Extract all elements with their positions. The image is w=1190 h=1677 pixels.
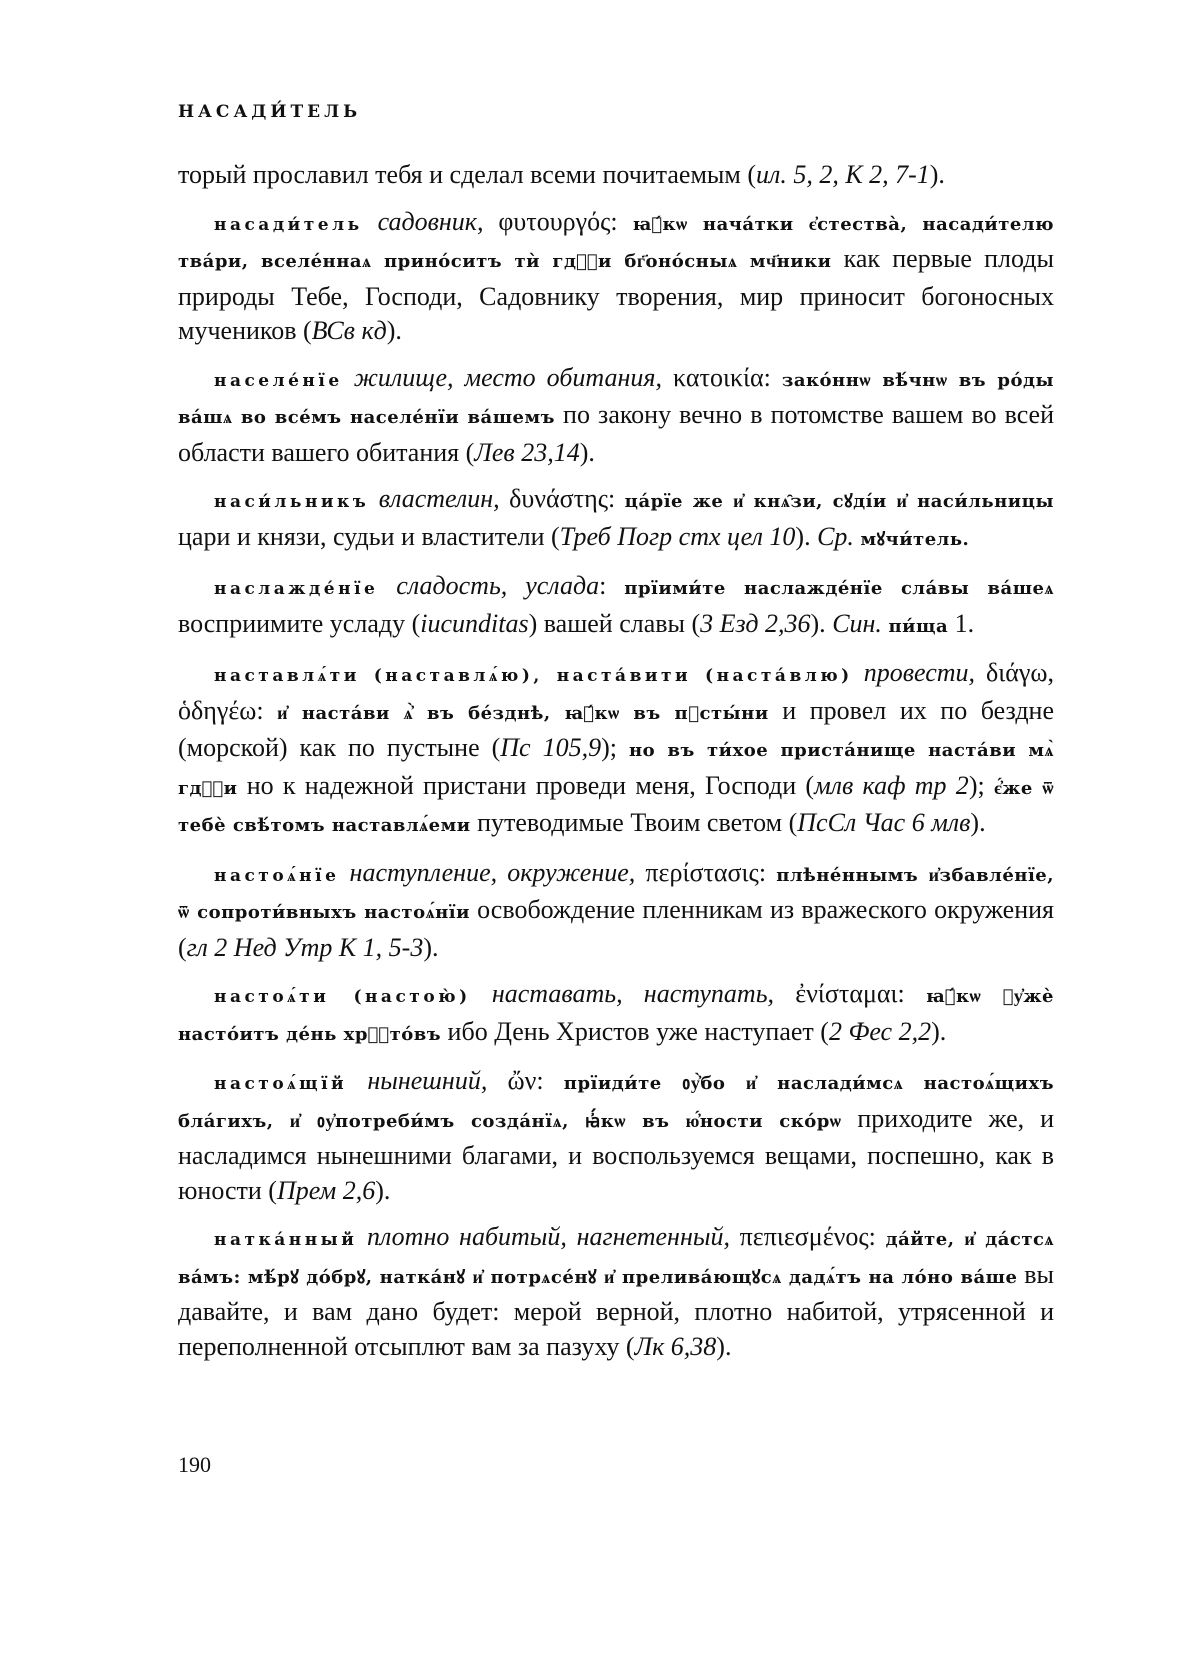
text: ). <box>423 932 439 962</box>
italic-text: Ср. <box>817 521 854 551</box>
text <box>471 979 492 1008</box>
text: ). <box>970 808 986 837</box>
text: ); <box>601 733 629 762</box>
text: ). <box>810 608 833 638</box>
italic-text: Треб Погр стх цел 10 <box>559 521 796 551</box>
text: πεπιεσμένος: <box>729 1222 886 1251</box>
italic-text: ил. 5, 2, К 2, 7-1 <box>755 160 930 189</box>
italic-text: Лев 23,14 <box>474 437 580 467</box>
italic-text: млв каф тр 2 <box>814 770 969 800</box>
slavonic-text: ца́рїе же и҆ кнѧ̑зи, сꙋді́и и҆ наси́льницы <box>624 491 1054 512</box>
dictionary-entry <box>178 361 1054 471</box>
slavonic-text: прїими́те наслажде́нїе сла́вы ва́шеѧ <box>624 578 1055 599</box>
text: торый прославил тебя и сделал всеми почитаемым ( <box>178 160 756 189</box>
headword: натка́нный <box>214 1230 358 1250</box>
headword: настоѧ́щїй <box>214 1074 348 1094</box>
italic-text: сладость, услада <box>396 571 600 600</box>
headword: населе́нїе <box>214 370 343 391</box>
running-head: НАСАДИ́ТЕЛЬ <box>178 102 362 122</box>
text: по закону вечно в потомстве вашем во всей области вашего обитания ( <box>178 400 1055 467</box>
text: ). <box>931 1016 947 1046</box>
italic-text: гл 2 Нед Утр К 1, 5-3 <box>186 932 424 962</box>
slavonic-text: є҆́же ѿ тебѐ свѣ́томъ наставлѧ́еми <box>178 777 1055 836</box>
text: ). <box>795 521 818 551</box>
italic-text: плотно набитый, нагнетенный, <box>367 1222 730 1251</box>
dictionary-entry <box>178 482 1054 557</box>
italic-text: Прем 2,6 <box>276 1175 376 1205</box>
entries-text-block <box>178 158 1054 1376</box>
dictionary-entry <box>178 205 1054 349</box>
text: и провел их по бездне (морской) как по пустыне ( <box>178 695 1054 762</box>
text: освобождение пленникам из вражеского окружения ( <box>178 895 1054 962</box>
text: ) вашей славы ( <box>528 608 701 638</box>
text: περίστασις: <box>635 857 777 887</box>
text: ); <box>968 770 994 800</box>
headword: насади́тель <box>214 214 363 235</box>
text: διάγω, ὁδηγέω: <box>178 658 1054 725</box>
text: 1. <box>948 608 975 638</box>
text <box>343 363 354 392</box>
headword: настоѧ́ти (настою̀) <box>214 987 471 1007</box>
text: : <box>599 571 625 600</box>
italic-text: ПсСл Час 6 млв <box>797 808 971 837</box>
italic-text: 2 Фес 2,2 <box>828 1016 932 1046</box>
slavonic-text: ꙗ҆́кѡ нача́тки є҆стества̀, насади́телю тва́ри, вселе́ннаѧ прино́ситъ тѝ гдⷭ҇и бг҃оно́сныѧ мч҃ники <box>178 213 1054 272</box>
text: ). <box>375 1175 391 1205</box>
italic-text: властелин, <box>378 484 500 513</box>
text <box>369 484 378 513</box>
italic-text: жилище, место обитания, <box>353 362 662 392</box>
slavonic-text: мꙋчи́тель. <box>860 528 970 550</box>
page-number: 190 <box>178 1452 211 1477</box>
text: κατοικία: <box>661 362 782 392</box>
headword: настоѧ́нїе <box>214 865 340 886</box>
text: цари и князи, судьи и властители ( <box>178 521 560 551</box>
dictionary-entry <box>178 1064 1054 1208</box>
italic-text: 3 Езд 2,36 <box>700 608 811 638</box>
italic-text: Лк 6,38 <box>634 1331 717 1361</box>
dictionary-entry <box>178 977 1054 1052</box>
headword: наставлѧ́ти (наставлѧ́ю), наста́вити (наста́влю) <box>214 666 853 686</box>
text: приходите же, и насладимся нынешними благами, и воспользуемся вещами, поспешно, как в юности ( <box>178 1103 1054 1205</box>
italic-text: Пс 105,9 <box>500 733 602 762</box>
text: ). <box>386 316 402 345</box>
italic-text: садовник, <box>377 206 484 236</box>
italic-text: наставать, наступать, <box>491 979 775 1008</box>
italic-text: нынешний, <box>367 1066 488 1095</box>
slavonic-text: но въ ти́хое приста́нище наста́ви мѧ̀ гдⷭ҇и <box>178 740 1054 799</box>
headword: наслажде́нїе <box>214 579 379 599</box>
italic-text: iucunditas <box>420 608 529 638</box>
text: ). <box>579 437 595 467</box>
text <box>363 207 378 236</box>
text <box>378 571 396 600</box>
text: ибо День Христов уже наступает ( <box>441 1016 829 1046</box>
italic-text: наступление, окружение, <box>349 857 636 887</box>
headword: наси́льникъ <box>214 492 370 512</box>
slavonic-text: прїиди́те ᲂу҆̀бо и҆ наслади́мсѧ настоѧ́щихъ бла́гихъ, и҆ ᲂу҆потреби́мъ созда́нїѧ, ꙗ҆́кѡ въ ю҆́ности ско́рѡ <box>178 1073 1055 1132</box>
text: восприимите усладу ( <box>178 608 421 638</box>
text <box>347 1066 367 1095</box>
dictionary-entry <box>178 569 1054 644</box>
italic-text: ВСв кд <box>311 316 387 345</box>
slavonic-text: плѣне́ннымъ и҆збавле́нїе, ѿ сопроти́вныхъ настоѧ́нїи <box>178 864 1054 923</box>
text: ). <box>716 1331 732 1361</box>
slavonic-text: да́йте, и҆ да́стсѧ ва́мъ: мѣ́рꙋ до́брꙋ, натка́нꙋ и҆ потрѧсе́нꙋ и҆ прелива́ющꙋсѧ дадѧ́тъ на ло́но ва́ше <box>178 1229 1054 1288</box>
text <box>853 658 864 687</box>
text: φυτουργός: <box>483 206 633 236</box>
continuation-paragraph <box>178 158 1054 193</box>
slavonic-text: зако́ннѡ вѣ́чнѡ въ ро́ды ва́шѧ во все́мъ населе́нїи ва́шемъ <box>178 369 1054 428</box>
dictionary-entry <box>178 856 1054 966</box>
text: δυνάστης: <box>499 484 625 513</box>
text <box>357 1222 367 1251</box>
italic-text: Син. <box>832 608 882 638</box>
slavonic-text: и҆ наста́ви ѧ҆̀ въ бе́зднѣ, ꙗ҆́кѡ въ пꙋсты́ни <box>277 702 769 724</box>
slavonic-text: пи́ща <box>888 615 949 637</box>
text: путеводимые Твоим светом ( <box>470 808 798 837</box>
text: но к надежной пристани проведи меня, Господи ( <box>237 770 815 800</box>
text: ὤν: <box>487 1066 564 1095</box>
text <box>339 858 349 887</box>
text: ). <box>929 160 945 189</box>
text: ἐνίσταμαι: <box>774 979 926 1008</box>
dictionary-entry <box>178 1220 1054 1364</box>
dictionary-entry <box>178 656 1054 844</box>
text: как первые плоды природы Тебе, Господи, Садовнику творения, мир приносит богоносных мучеников ( <box>178 244 1054 345</box>
slavonic-text: ꙗ҆́кѡ ᲂу҆жѐ насто́итъ де́нь хрⷭ҇то́въ <box>178 986 1054 1045</box>
text: вы давайте, и вам дано будет: мерой верной, плотно набитой, утрясенной и переполненной отсыплют вам за пазуху ( <box>178 1259 1054 1361</box>
italic-text: провести, <box>863 658 976 687</box>
